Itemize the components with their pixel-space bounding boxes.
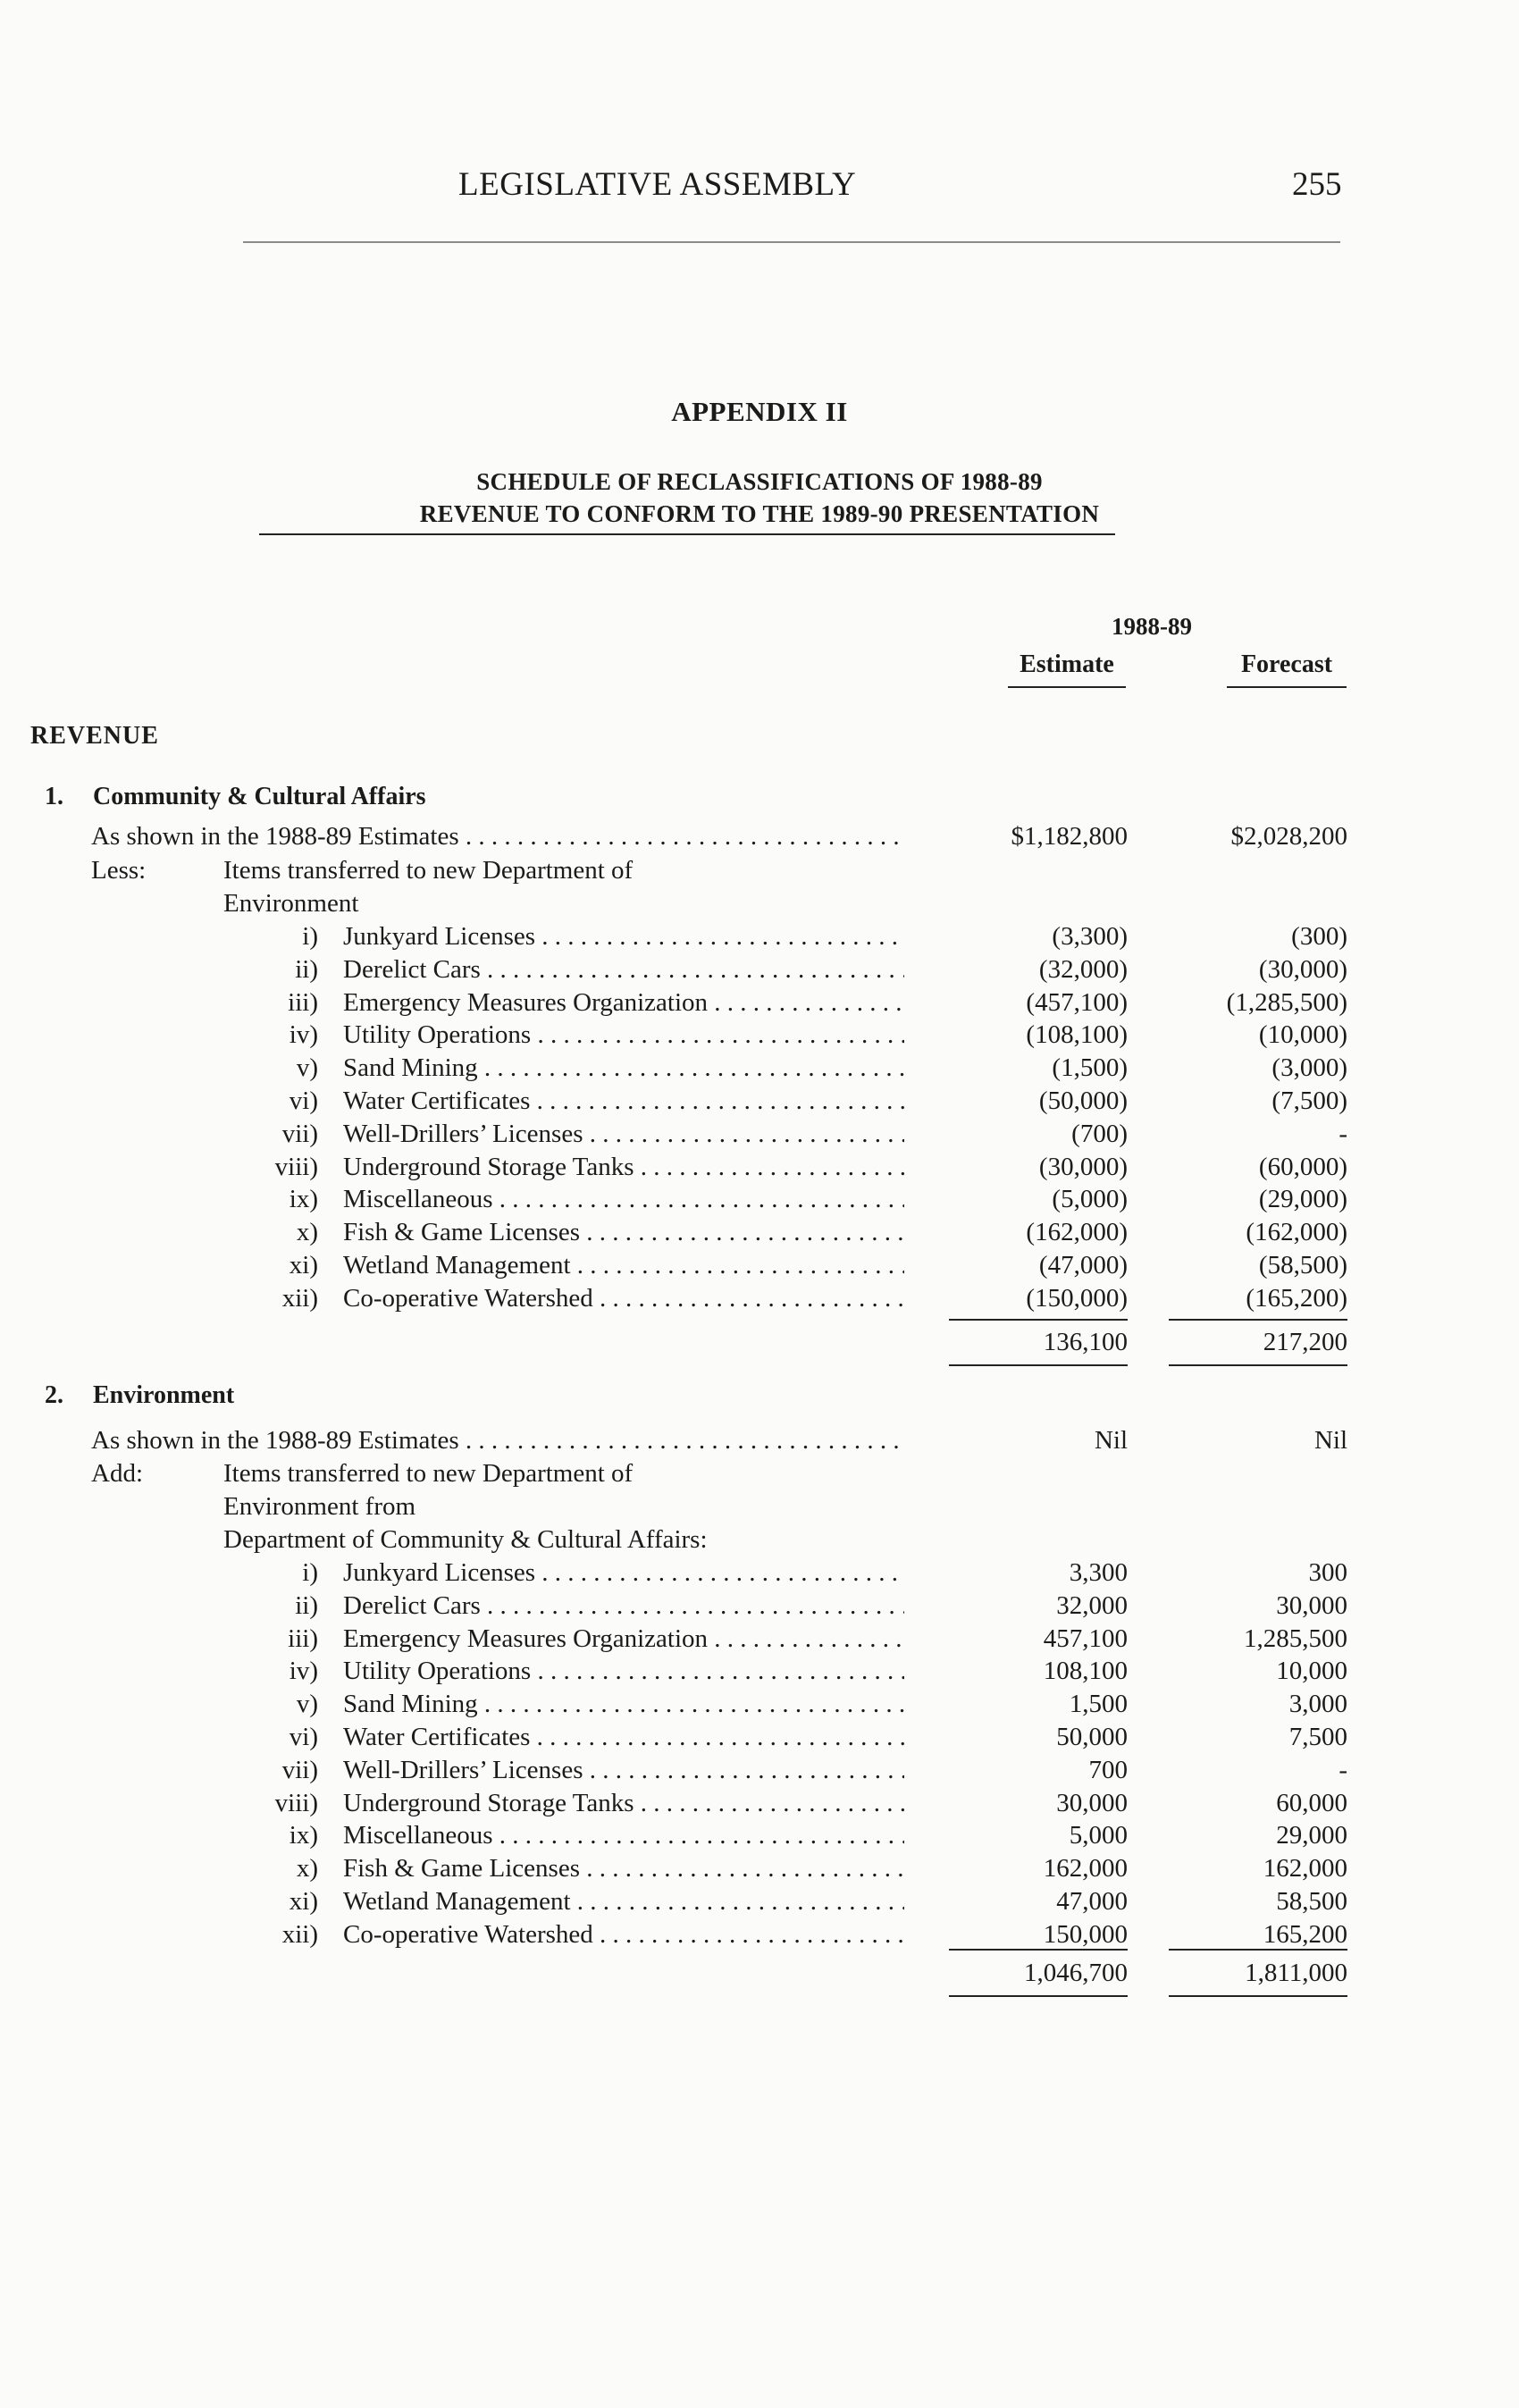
item-row: [0, 1852, 1519, 1885]
item-label: Junkyard Licenses . . .: [343, 920, 904, 953]
forecast-value: (7,500): [1271, 1087, 1347, 1115]
estimate-value: 5,000: [1069, 1821, 1128, 1850]
forecast-total: 217,200: [1263, 1328, 1347, 1356]
forecast-value: (30,000): [1258, 954, 1347, 984]
item-numeral: xii): [281, 1283, 318, 1313]
schedule-title-line1: SCHEDULE OF RECLASSIFICATIONS OF 1988-89: [476, 468, 1043, 495]
item-label: Utility Operations . . .: [343, 1019, 904, 1052]
item-label: Derelict Cars . . .: [343, 953, 904, 986]
estimate-value: (700): [1071, 1119, 1128, 1148]
item-label: Fish & Game Licenses . . .: [343, 1852, 904, 1885]
item-numeral: ix): [289, 1821, 318, 1850]
item-label: Well-Drillers’ Licenses . . .: [343, 1754, 904, 1787]
item-numeral: viii): [274, 1788, 318, 1817]
column-heading-forecast: Forecast: [1240, 650, 1333, 678]
item-label: Junkyard Licenses . . .: [343, 1556, 904, 1590]
item-row: [0, 1216, 1519, 1249]
forecast-value: -: [1339, 1119, 1347, 1148]
item-label: Wetland Management . . .: [343, 1249, 904, 1282]
item-label: Water Certificates . . .: [343, 1721, 904, 1754]
item-row: [0, 1590, 1519, 1623]
forecast-total: 1,811,000: [1245, 1959, 1347, 1987]
item-row: [0, 1249, 1519, 1282]
estimate-value: 457,100: [1043, 1624, 1128, 1653]
row-label: As shown in the 1988-89 Estimates . . .: [91, 820, 904, 853]
item-row: [0, 1052, 1519, 1085]
item-numeral: i): [302, 1558, 318, 1587]
item-label: Underground Storage Tanks . . .: [343, 1787, 904, 1820]
item-label: Utility Operations . . .: [343, 1655, 904, 1688]
estimate-value: 50,000: [1056, 1723, 1128, 1751]
item-numeral: vi): [289, 1087, 318, 1115]
running-header-title: LEGISLATIVE ASSEMBLY: [458, 166, 857, 203]
item-row: [0, 920, 1519, 953]
item-numeral: iv): [289, 1020, 318, 1050]
item-numeral: x): [296, 1218, 318, 1247]
item-row: [0, 1623, 1519, 1656]
forecast-subtotal-rule: [1169, 1949, 1347, 1951]
estimate-value: 108,100: [1043, 1657, 1128, 1686]
item-numeral: iii): [288, 987, 318, 1017]
item-label: Co-operative Watershed . . .: [343, 1918, 904, 1951]
item-numeral: xi): [289, 1251, 318, 1280]
item-numeral: ii): [295, 954, 318, 984]
appendix-title: APPENDIX II: [671, 396, 848, 427]
item-label: Miscellaneous . . .: [343, 1183, 904, 1216]
forecast-value: 7,500: [1288, 1723, 1347, 1751]
estimate-value: 3,300: [1069, 1558, 1128, 1587]
forecast-value: 162,000: [1263, 1854, 1347, 1884]
estimate-value: 30,000: [1056, 1788, 1128, 1817]
forecast-heading-underline: [1227, 686, 1347, 688]
transfer-description-line1: Items transferred to new Department of: [223, 1459, 634, 1488]
forecast-value: (58,500): [1258, 1251, 1347, 1280]
item-numeral: i): [302, 922, 318, 951]
item-row: [0, 953, 1519, 986]
forecast-value: 165,200: [1263, 1919, 1347, 1949]
forecast-value: (165,200): [1246, 1283, 1347, 1313]
item-numeral: vii): [281, 1755, 318, 1784]
item-row: [0, 1118, 1519, 1151]
item-row: [0, 1688, 1519, 1721]
item-row: [0, 1787, 1519, 1820]
column-year-heading: 1988-89: [1112, 613, 1192, 640]
item-row: [0, 1085, 1519, 1118]
forecast-value: (29,000): [1258, 1185, 1347, 1214]
item-label: Emergency Measures Organization . . .: [343, 1623, 904, 1656]
item-row: [0, 1151, 1519, 1184]
estimate-value: (162,000): [1026, 1218, 1128, 1247]
transfer-description-line2: Environment: [223, 889, 359, 918]
forecast-value: -: [1339, 1755, 1347, 1784]
forecast-value: (1,285,500): [1226, 987, 1347, 1017]
item-row: [0, 1183, 1519, 1216]
estimate-total-rule: [949, 1364, 1128, 1366]
add-label: Add:: [91, 1459, 143, 1488]
item-numeral: x): [296, 1854, 318, 1884]
item-numeral: v): [296, 1053, 318, 1083]
forecast-value: $2,028,200: [1230, 822, 1347, 851]
schedule-title-underline: [259, 533, 1115, 535]
estimate-value: (30,000): [1038, 1152, 1128, 1181]
item-numeral: xi): [289, 1887, 318, 1916]
estimate-total: 1,046,700: [1024, 1959, 1128, 1987]
transfer-description-line3: Department of Community & Cultural Affairs:: [223, 1525, 708, 1554]
item-numeral: iv): [289, 1657, 318, 1686]
item-row: [0, 1282, 1519, 1315]
item-label: Emergency Measures Organization . . .: [343, 986, 904, 1019]
forecast-value: 1,285,500: [1244, 1624, 1347, 1653]
section2-total-row: [0, 1957, 1519, 1990]
forecast-value: (300): [1291, 922, 1347, 951]
item-row: [0, 1019, 1519, 1052]
estimate-value: 150,000: [1043, 1919, 1128, 1949]
forecast-value: Nil: [1313, 1426, 1347, 1455]
transfer-description-line2: Environment from: [223, 1492, 416, 1521]
item-row: [0, 986, 1519, 1019]
estimate-value: (108,100): [1026, 1020, 1128, 1050]
item-numeral: v): [296, 1690, 318, 1719]
estimate-value: 47,000: [1056, 1887, 1128, 1916]
item-label: Fish & Game Licenses . . .: [343, 1216, 904, 1249]
item-label: Well-Drillers’ Licenses . . .: [343, 1118, 904, 1151]
item-numeral: ii): [295, 1590, 318, 1620]
item-label: Co-operative Watershed . . .: [343, 1282, 904, 1315]
row-label: As shown in the 1988-89 Estimates . . .: [91, 1424, 904, 1457]
estimate-heading-underline: [1008, 686, 1126, 688]
item-row: [0, 1655, 1519, 1688]
forecast-value: 3,000: [1288, 1690, 1347, 1719]
item-row: [0, 1556, 1519, 1590]
estimate-value: (457,100): [1026, 987, 1128, 1017]
forecast-value: (10,000): [1258, 1020, 1347, 1050]
estimate-value: (47,000): [1038, 1251, 1128, 1280]
section-title: Community & Cultural Affairs: [93, 783, 426, 810]
estimate-value: (1,500): [1052, 1053, 1128, 1083]
item-label: Sand Mining . . .: [343, 1688, 904, 1721]
forecast-value: 10,000: [1276, 1657, 1347, 1686]
forecast-value: 300: [1308, 1558, 1347, 1587]
item-numeral: xii): [281, 1919, 318, 1949]
forecast-value: (60,000): [1258, 1152, 1347, 1181]
item-label: Water Certificates . . .: [343, 1085, 904, 1118]
column-heading-estimate: Estimate: [1020, 650, 1114, 678]
estimate-value: Nil: [1094, 1426, 1128, 1455]
item-row: [0, 1819, 1519, 1852]
section1-total-row: [0, 1326, 1519, 1359]
estimate-value: (50,000): [1038, 1087, 1128, 1115]
forecast-value: 58,500: [1276, 1887, 1347, 1916]
estimate-value: (3,300): [1052, 922, 1128, 951]
estimate-subtotal-rule: [949, 1319, 1128, 1321]
estimate-subtotal-rule: [949, 1949, 1128, 1951]
forecast-total-rule: [1169, 1995, 1347, 1997]
item-numeral: ix): [289, 1185, 318, 1214]
section-number: 2.: [45, 1381, 63, 1409]
estimate-value: (150,000): [1026, 1283, 1128, 1313]
section-title: Environment: [93, 1381, 235, 1409]
item-numeral: vii): [281, 1119, 318, 1148]
item-label: Wetland Management . . .: [343, 1885, 904, 1918]
schedule-title-line2: REVENUE TO CONFORM TO THE 1989-90 PRESENTATION: [419, 500, 1100, 527]
estimate-value: 162,000: [1043, 1854, 1128, 1884]
estimate-value: (32,000): [1038, 954, 1128, 984]
forecast-value: 29,000: [1276, 1821, 1347, 1850]
forecast-value: (162,000): [1246, 1218, 1347, 1247]
page-number: 255: [1292, 166, 1342, 203]
header-rule: [243, 241, 1340, 243]
item-row: [0, 1721, 1519, 1754]
transfer-description-line1: Items transferred to new Department of: [223, 856, 634, 885]
item-numeral: viii): [274, 1152, 318, 1181]
item-row: [0, 1754, 1519, 1787]
estimate-total-rule: [949, 1995, 1128, 1997]
estimate-value: (5,000): [1052, 1185, 1128, 1214]
estimate-value: $1,182,800: [1011, 822, 1128, 851]
forecast-total-rule: [1169, 1364, 1347, 1366]
item-label: Derelict Cars . . .: [343, 1590, 904, 1623]
shown-in-estimates-row: [0, 820, 1519, 853]
item-row: [0, 1885, 1519, 1918]
less-label: Less:: [91, 856, 147, 885]
item-label: Underground Storage Tanks . . .: [343, 1151, 904, 1184]
estimate-total: 136,100: [1043, 1328, 1128, 1356]
revenue-heading: REVENUE: [30, 722, 159, 750]
forecast-subtotal-rule: [1169, 1319, 1347, 1321]
shown-in-estimates-row: [0, 1424, 1519, 1457]
item-numeral: iii): [288, 1624, 318, 1653]
forecast-value: 30,000: [1276, 1590, 1347, 1620]
item-label: Miscellaneous . . .: [343, 1819, 904, 1852]
forecast-value: 60,000: [1276, 1788, 1347, 1817]
section-number: 1.: [45, 783, 63, 810]
item-label: Sand Mining . . .: [343, 1052, 904, 1085]
item-row: [0, 1918, 1519, 1951]
estimate-value: 700: [1088, 1755, 1128, 1784]
estimate-value: 32,000: [1056, 1590, 1128, 1620]
forecast-value: (3,000): [1271, 1053, 1347, 1083]
estimate-value: 1,500: [1069, 1690, 1128, 1719]
item-numeral: vi): [289, 1723, 318, 1751]
